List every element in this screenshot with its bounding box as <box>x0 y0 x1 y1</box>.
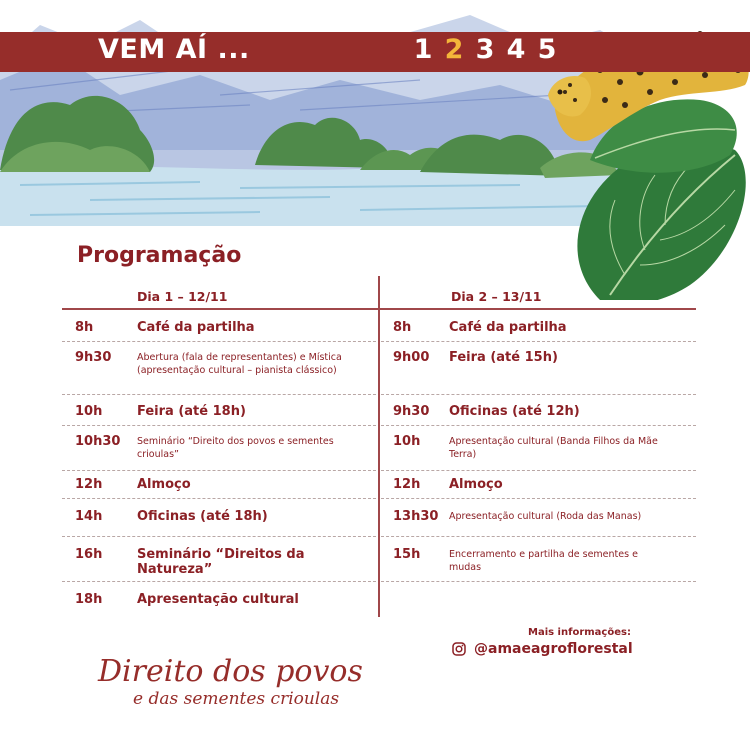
page-4[interactable]: 4 <box>506 34 526 65</box>
row-divider <box>381 393 696 395</box>
schedule-time: 8h <box>393 320 412 335</box>
row-divider <box>381 469 696 471</box>
row-divider <box>62 340 376 342</box>
schedule-time: 12h <box>393 477 421 492</box>
page-2-active[interactable]: 2 <box>444 34 464 65</box>
schedule-activity: Encerramento e partilha de sementes e mudas <box>449 549 638 573</box>
row-divider <box>381 535 696 537</box>
day1-header-rule <box>62 308 378 310</box>
schedule-title: Programação <box>77 243 242 268</box>
logo-line-1: Direito dos povos <box>98 654 363 689</box>
instagram-icon <box>452 642 466 656</box>
row-divider <box>62 535 376 537</box>
schedule-time: 10h <box>75 404 103 419</box>
schedule-time: 9h30 <box>393 404 430 419</box>
schedule-time: 18h <box>75 592 103 607</box>
row-divider <box>62 424 376 426</box>
schedule-activity: Apresentação cultural (Banda Filhos da Mãe Terra) <box>449 436 658 460</box>
schedule-time: 14h <box>75 509 103 524</box>
schedule-activity: Café da partilha <box>137 320 255 335</box>
row-divider <box>381 424 696 426</box>
more-info-label: Mais informações: <box>528 627 631 638</box>
instagram-handle[interactable]: @amaeagroflorestal <box>474 641 633 657</box>
row-divider <box>62 393 376 395</box>
row-divider <box>381 497 696 499</box>
row-divider <box>381 580 696 582</box>
column-divider <box>378 276 380 617</box>
schedule-time: 9h00 <box>393 350 430 365</box>
schedule-activity: Apresentação cultural <box>137 592 299 607</box>
schedule-activity: Feira (até 18h) <box>137 404 246 419</box>
page-5[interactable]: 5 <box>537 34 557 65</box>
instagram-link[interactable] <box>452 641 633 657</box>
row-divider <box>62 469 376 471</box>
schedule-time: 16h <box>75 547 103 562</box>
schedule-activity: Abertura (fala de representantes) e Mística (apresentação cultural – pianista clássico) <box>137 352 342 376</box>
schedule-time: 12h <box>75 477 103 492</box>
schedule-activity: Seminário “Direitos da Natureza” <box>137 547 305 577</box>
day1-header: Dia 1 – 12/11 <box>137 289 228 304</box>
schedule-activity: Apresentação cultural (Roda das Manas) <box>449 511 642 522</box>
schedule-activity: Oficinas (até 12h) <box>449 404 580 419</box>
row-divider <box>62 580 376 582</box>
day2-header: Dia 2 – 13/11 <box>451 289 542 304</box>
page-3[interactable]: 3 <box>475 34 495 65</box>
schedule-time: 13h30 <box>393 509 439 524</box>
row-divider <box>381 340 696 342</box>
page-1[interactable]: 1 <box>413 34 433 65</box>
schedule-time: 9h30 <box>75 350 112 365</box>
schedule-activity: Seminário “Direito dos povos e sementes crioulas” <box>137 436 334 460</box>
schedule-activity: Almoço <box>449 477 503 492</box>
schedule-time: 8h <box>75 320 94 335</box>
schedule-activity: Oficinas (até 18h) <box>137 509 268 524</box>
page-indicator <box>412 34 558 65</box>
schedule-time: 10h30 <box>75 434 121 449</box>
schedule-activity: Café da partilha <box>449 320 567 335</box>
day2-header-rule <box>379 308 696 310</box>
schedule-time: 15h <box>393 547 421 562</box>
schedule-activity: Feira (até 15h) <box>449 350 558 365</box>
banner-title: VEM AÍ ... <box>98 34 250 65</box>
row-divider <box>62 497 376 499</box>
schedule-activity: Almoço <box>137 477 191 492</box>
logo-line-2: e das sementes crioulas <box>133 689 340 709</box>
schedule-time: 10h <box>393 434 421 449</box>
